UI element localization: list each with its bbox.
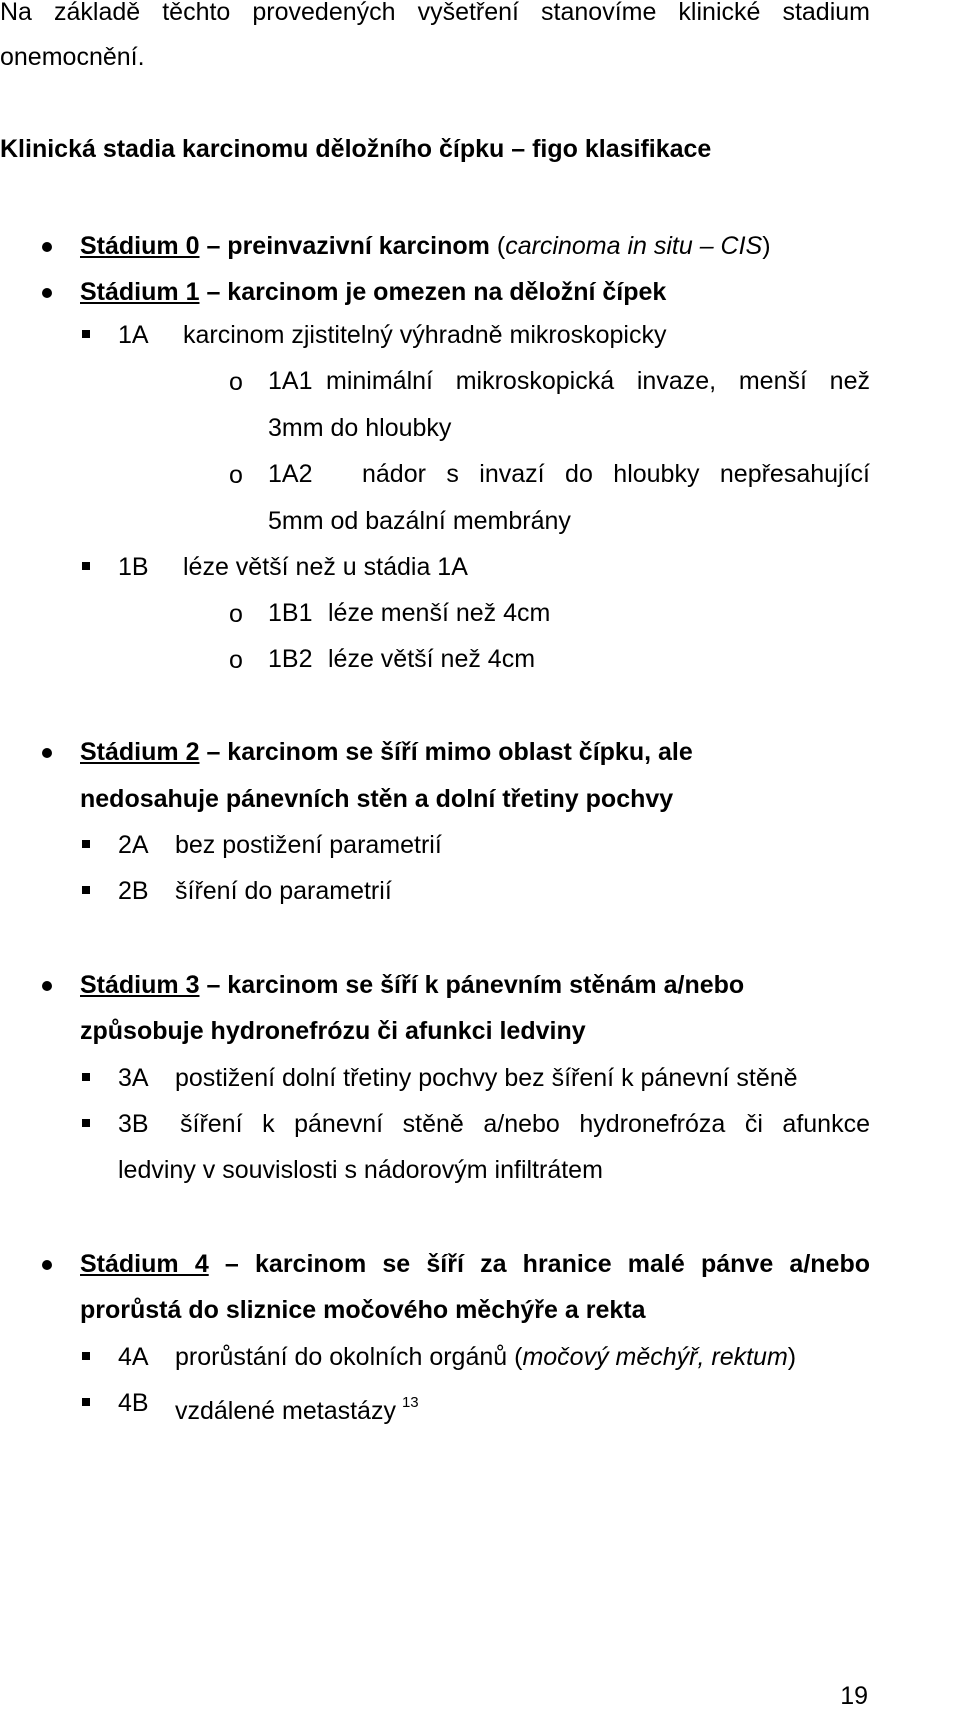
stage-3-line-2: způsobuje hydronefrózu či afunkci ledviny <box>80 1017 586 1045</box>
intro-line-1: Na základě těchto provedených vyšetření stanovíme klinické stadium <box>0 0 870 26</box>
stage-4-line-2: prorůstá do sliznice močového měchýře a rekta <box>80 1296 646 1324</box>
square-bullet-icon <box>82 1073 90 1081</box>
stage-0-paren-close: ) <box>762 232 771 260</box>
sub-4a-paren-open: ( <box>514 1343 523 1371</box>
stage-2-line-2: nedosahuje pánevních stěn a dolní třetiny pochvy <box>80 785 674 813</box>
page-number: 19 <box>840 1682 868 1710</box>
circle-bullet-icon: o <box>229 368 243 396</box>
sub-4b-text: vzdálené metastázy <box>175 1397 396 1425</box>
footnote-ref: 13 <box>401 1394 419 1411</box>
stage-3-label: Stádium 3 <box>80 971 200 999</box>
stage-1-text: – karcinom je omezen na děložní čípek <box>206 278 667 306</box>
item-1a2-line-2: 5mm od bazální membrány <box>268 507 571 535</box>
sub-3b-code: 3B <box>118 1110 149 1138</box>
sub-1b-code: 1B <box>118 553 149 581</box>
sub-4a-text: prorůstání do okolních orgánů <box>175 1343 508 1371</box>
circle-bullet-icon: o <box>229 461 243 489</box>
sub-1a-text: karcinom zjistitelný výhradně mikroskopicky <box>183 321 667 349</box>
bullet-icon <box>42 288 52 298</box>
stage-4-line-1 <box>80 1249 870 1279</box>
intro-line-2: onemocnění. <box>0 43 145 71</box>
stage-3-text: – karcinom se šíří k pánevním stěnám a/nebo <box>206 971 745 999</box>
sub-2a-text: bez postižení parametrií <box>175 831 442 859</box>
sub-1b-text: léze větší než u stádia 1A <box>183 553 468 581</box>
stage-0-label: Stádium 0 <box>80 232 200 260</box>
item-1a1-line-2: 3mm do hloubky <box>268 414 452 442</box>
circle-bullet-icon: o <box>229 646 243 674</box>
sub-3b-line-2: ledviny v souvislosti s nádorovým infiltrátem <box>118 1156 603 1184</box>
square-bullet-icon <box>82 1119 90 1127</box>
sub-2b-text: šíření do parametrií <box>175 877 392 905</box>
circle-bullet-icon: o <box>229 600 243 628</box>
item-1b2-text: léze větší než 4cm <box>328 645 536 673</box>
sub-4a-italic: močový měchýř, rektum <box>522 1343 788 1371</box>
stage-0-dash: – <box>206 232 221 260</box>
stage-0-text: preinvazivní karcinom <box>227 232 490 260</box>
item-1a2-line-1: nádor s invazí do hloubky nepřesahující <box>362 460 870 488</box>
sub-4a-paren-close: ) <box>787 1343 797 1371</box>
stage-4-label: Stádium 4 <box>80 1250 209 1278</box>
sub-4b-line <box>175 1388 419 1426</box>
sub-4a-code: 4A <box>118 1343 149 1371</box>
bullet-icon <box>42 1260 52 1270</box>
sub-3b-line-1: šíření k pánevní stěně a/nebo hydronefróza či afunkce <box>180 1110 870 1138</box>
sub-4b-code: 4B <box>118 1389 149 1417</box>
stage-2-text: – karcinom se šíří mimo oblast čípku, ale <box>206 738 693 766</box>
bullet-icon <box>42 242 52 252</box>
stage-1-label: Stádium 1 <box>80 278 200 306</box>
bullet-icon <box>42 748 52 758</box>
square-bullet-icon <box>82 330 90 338</box>
stage-2-label: Stádium 2 <box>80 738 200 766</box>
sub-2b-code: 2B <box>118 877 149 905</box>
stage-1-line <box>80 277 666 307</box>
sub-2a-code: 2A <box>118 831 149 859</box>
stage-0-italic: carcinoma in situ – CIS <box>505 232 763 260</box>
section-heading: Klinická stadia karcinomu děložního čípku – figo klasifikace <box>0 135 712 163</box>
item-1b1-code: 1B1 <box>268 599 313 627</box>
square-bullet-icon <box>82 562 90 570</box>
stage-4-text: – karcinom se šíří za hranice malé pánve a/nebo <box>224 1250 870 1278</box>
item-1a1-code: 1A1 <box>268 367 313 395</box>
sub-3a-text: postižení dolní třetiny pochvy bez šíření k pánevní stěně <box>175 1064 798 1092</box>
square-bullet-icon <box>82 1398 90 1406</box>
item-1a1-line-1: minimální mikroskopická invaze, menší než <box>326 367 870 395</box>
item-1b1-text: léze menší než 4cm <box>328 599 551 627</box>
item-1b2-code: 1B2 <box>268 645 313 673</box>
sub-1a-code: 1A <box>118 321 149 349</box>
square-bullet-icon <box>82 840 90 848</box>
square-bullet-icon <box>82 886 90 894</box>
item-1a2-code: 1A2 <box>268 460 313 488</box>
stage-3-line-1 <box>80 970 744 1000</box>
stage-0-paren-open: ( <box>496 232 506 260</box>
bullet-icon <box>42 981 52 991</box>
stage-2-line-1 <box>80 737 693 767</box>
square-bullet-icon <box>82 1352 90 1360</box>
stage-0-line <box>80 231 771 261</box>
sub-4a-line <box>175 1342 796 1372</box>
sub-3a-code: 3A <box>118 1064 149 1092</box>
